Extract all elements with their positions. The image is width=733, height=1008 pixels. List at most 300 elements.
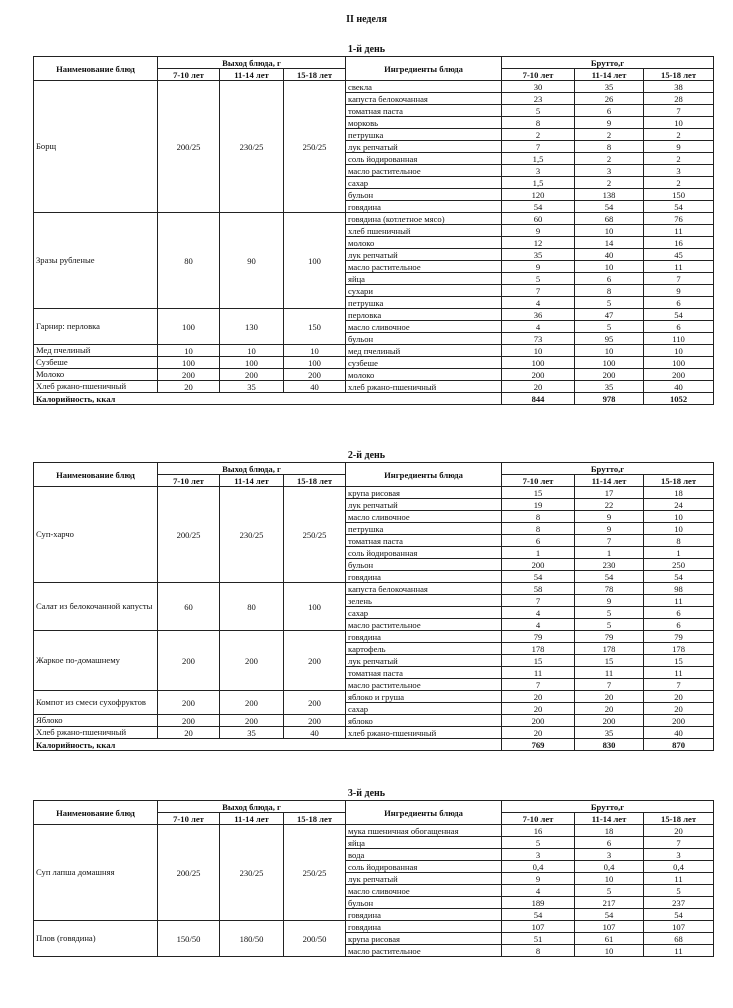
gross-value: 9: [502, 225, 575, 237]
dish-yield: 100: [158, 357, 220, 369]
gross-value: 79: [644, 631, 714, 643]
ingredient-row: [34, 727, 714, 739]
calories-row: [34, 393, 714, 405]
day-menu-table: [33, 56, 714, 405]
gross-value: 3: [575, 849, 644, 861]
dish-yield: 80: [158, 213, 220, 309]
dish-yield: 180/50: [220, 921, 284, 957]
ingredient-name: говядина: [346, 921, 502, 933]
ingredient-name: петрушка: [346, 129, 502, 141]
gross-value: 6: [644, 619, 714, 631]
calories-row: [34, 739, 714, 751]
gross-value: 15: [644, 655, 714, 667]
gross-value: 2: [644, 153, 714, 165]
gross-value: 35: [575, 381, 644, 393]
gross-value: 3: [575, 165, 644, 177]
gross-value: 35: [502, 249, 575, 261]
gross-value: 20: [502, 691, 575, 703]
calories-value: 769: [502, 739, 575, 751]
gross-value: 4: [502, 297, 575, 309]
dish-yield: 200: [220, 631, 284, 691]
ingredient-name: масло растительное: [346, 945, 502, 957]
gross-value: 3: [502, 849, 575, 861]
gross-value: 7: [502, 141, 575, 153]
ingredient-row: [34, 715, 714, 727]
gross-value: 200: [502, 369, 575, 381]
ingredient-name: сахар: [346, 177, 502, 189]
ingredient-name: томатная паста: [346, 535, 502, 547]
gross-value: 3: [644, 849, 714, 861]
dish-yield: 90: [220, 213, 284, 309]
dish-yield: 40: [284, 727, 346, 739]
gross-value: 100: [502, 357, 575, 369]
gross-header: Брутто,г: [502, 57, 714, 69]
day-menu-table: [33, 462, 714, 751]
gross-value: 35: [575, 81, 644, 93]
ingredient-name: перловка: [346, 309, 502, 321]
gross-value: 2: [644, 177, 714, 189]
ingredients-header: Ингредиенты блюда: [346, 57, 502, 81]
ingredient-row: [34, 357, 714, 369]
ingredients-header: Ингредиенты блюда: [346, 801, 502, 825]
age-group-header: 15-18 лет: [644, 475, 714, 487]
gross-value: 6: [575, 105, 644, 117]
gross-value: 178: [502, 643, 575, 655]
gross-value: 2: [575, 177, 644, 189]
gross-value: 16: [502, 825, 575, 837]
dish-name: Хлеб ржано-пшеничный: [34, 381, 158, 393]
gross-value: 12: [502, 237, 575, 249]
gross-value: 11: [644, 873, 714, 885]
dish-yield: 20: [158, 381, 220, 393]
ingredient-name: соль йодированная: [346, 547, 502, 559]
ingredient-name: масло растительное: [346, 619, 502, 631]
ingredient-name: крупа рисовая: [346, 487, 502, 499]
age-group-header: 11-14 лет: [220, 69, 284, 81]
gross-value: 6: [575, 837, 644, 849]
dish-name: Гарнир: перловка: [34, 309, 158, 345]
gross-value: 54: [644, 309, 714, 321]
dish-yield: 230/25: [220, 81, 284, 213]
ingredient-name: хлеб ржано-пшеничный: [346, 381, 502, 393]
gross-value: 5: [502, 105, 575, 117]
ingredient-name: говядина: [346, 201, 502, 213]
gross-value: 9: [575, 117, 644, 129]
gross-value: 5: [575, 619, 644, 631]
gross-value: 20: [502, 703, 575, 715]
day-title: 1-й день: [347, 44, 386, 55]
gross-value: 26: [575, 93, 644, 105]
gross-value: 47: [575, 309, 644, 321]
ingredient-name: капуста белокочанная: [346, 93, 502, 105]
gross-value: 7: [502, 285, 575, 297]
ingredient-name: бульон: [346, 189, 502, 201]
ingredient-name: зелень: [346, 595, 502, 607]
dish-header: Наименование блюд: [34, 463, 158, 487]
calories-label: Калорийность, ккал: [34, 739, 502, 751]
dish-yield: 100: [284, 213, 346, 309]
gross-value: 98: [644, 583, 714, 595]
gross-value: 8: [502, 945, 575, 957]
age-group-header: 15-18 лет: [284, 475, 346, 487]
gross-value: 230: [575, 559, 644, 571]
dish-yield: 10: [220, 345, 284, 357]
gross-value: 54: [644, 909, 714, 921]
dish-yield: 35: [220, 727, 284, 739]
dish-yield: 230/25: [220, 825, 284, 921]
dish-name: Сузбеше: [34, 357, 158, 369]
gross-value: 22: [575, 499, 644, 511]
ingredient-name: говядина: [346, 571, 502, 583]
gross-value: 28: [644, 93, 714, 105]
ingredient-name: крупа рисовая: [346, 933, 502, 945]
gross-value: 10: [575, 873, 644, 885]
gross-value: 10: [575, 261, 644, 273]
ingredient-name: томатная паста: [346, 667, 502, 679]
dish-yield: 100: [284, 583, 346, 631]
gross-value: 20: [502, 727, 575, 739]
yield-header: Выход блюда, г: [158, 801, 346, 813]
ingredient-name: говядина: [346, 909, 502, 921]
gross-value: 178: [644, 643, 714, 655]
gross-value: 10: [502, 345, 575, 357]
age-group-header: 15-18 лет: [284, 69, 346, 81]
ingredient-name: вода: [346, 849, 502, 861]
dish-yield: 100: [284, 357, 346, 369]
header-row: [34, 463, 714, 475]
ingredient-name: сухари: [346, 285, 502, 297]
ingredient-name: соль йодированная: [346, 861, 502, 873]
dish-yield: 130: [220, 309, 284, 345]
age-group-header: 11-14 лет: [575, 69, 644, 81]
gross-value: 10: [575, 345, 644, 357]
gross-value: 10: [575, 945, 644, 957]
gross-value: 110: [644, 333, 714, 345]
ingredient-name: мука пшеничная обогащенная: [346, 825, 502, 837]
gross-value: 95: [575, 333, 644, 345]
gross-value: 0,4: [502, 861, 575, 873]
gross-value: 1: [644, 547, 714, 559]
dish-yield: 100: [158, 309, 220, 345]
gross-value: 178: [575, 643, 644, 655]
gross-value: 8: [502, 511, 575, 523]
dish-yield: 10: [284, 345, 346, 357]
gross-header: Брутто,г: [502, 801, 714, 813]
gross-value: 8: [575, 141, 644, 153]
gross-value: 107: [644, 921, 714, 933]
gross-value: 15: [575, 655, 644, 667]
gross-value: 60: [502, 213, 575, 225]
gross-value: 8: [644, 535, 714, 547]
ingredient-row: [34, 921, 714, 933]
ingredient-row: [34, 691, 714, 703]
day-menu-table: [33, 800, 714, 957]
gross-value: 7: [644, 837, 714, 849]
dish-yield: 20: [158, 727, 220, 739]
age-group-header: 7-10 лет: [158, 475, 220, 487]
gross-value: 10: [644, 345, 714, 357]
gross-value: 120: [502, 189, 575, 201]
gross-value: 7: [644, 679, 714, 691]
gross-value: 54: [644, 201, 714, 213]
gross-value: 35: [575, 727, 644, 739]
dish-yield: 200: [220, 691, 284, 715]
gross-value: 54: [575, 909, 644, 921]
ingredient-name: масло сливочное: [346, 321, 502, 333]
dish-yield: 200/50: [284, 921, 346, 957]
gross-value: 0,4: [644, 861, 714, 873]
gross-value: 19: [502, 499, 575, 511]
gross-value: 100: [644, 357, 714, 369]
ingredient-name: говядина (котлетное мясо): [346, 213, 502, 225]
gross-value: 20: [644, 691, 714, 703]
age-group-header: 11-14 лет: [575, 813, 644, 825]
age-group-header: 15-18 лет: [644, 813, 714, 825]
gross-value: 20: [644, 703, 714, 715]
gross-value: 11: [502, 667, 575, 679]
gross-value: 68: [644, 933, 714, 945]
gross-value: 54: [575, 571, 644, 583]
gross-value: 1,5: [502, 177, 575, 189]
ingredient-row: [34, 487, 714, 499]
gross-value: 9: [502, 261, 575, 273]
age-group-header: 15-18 лет: [284, 813, 346, 825]
age-group-header: 7-10 лет: [502, 813, 575, 825]
gross-value: 150: [644, 189, 714, 201]
header-row: [34, 57, 714, 69]
age-group-header: 15-18 лет: [644, 69, 714, 81]
gross-value: 9: [575, 511, 644, 523]
ingredient-name: капуста белокочанная: [346, 583, 502, 595]
ingredient-name: масло сливочное: [346, 511, 502, 523]
ingredient-name: мед пчелиный: [346, 345, 502, 357]
gross-value: 3: [644, 165, 714, 177]
gross-value: 18: [575, 825, 644, 837]
dish-yield: 200: [284, 715, 346, 727]
ingredient-name: картофель: [346, 643, 502, 655]
gross-header: Брутто,г: [502, 463, 714, 475]
dish-name: Жаркое по-домашнему: [34, 631, 158, 691]
ingredient-name: бульон: [346, 559, 502, 571]
week-title: II неделя: [346, 14, 387, 25]
dish-name: Суп лапша домашняя: [34, 825, 158, 921]
gross-value: 107: [575, 921, 644, 933]
ingredient-name: сахар: [346, 607, 502, 619]
day-title: 2-й день: [347, 450, 386, 461]
gross-value: 11: [644, 261, 714, 273]
dish-name: Зразы рубленые: [34, 213, 158, 309]
gross-value: 40: [644, 381, 714, 393]
ingredient-row: [34, 309, 714, 321]
dish-yield: 150/50: [158, 921, 220, 957]
dish-yield: 200: [158, 715, 220, 727]
ingredient-name: лук репчатый: [346, 873, 502, 885]
gross-value: 5: [575, 885, 644, 897]
gross-value: 200: [502, 559, 575, 571]
ingredient-name: лук репчатый: [346, 249, 502, 261]
dish-yield: 200/25: [158, 487, 220, 583]
gross-value: 0,4: [575, 861, 644, 873]
gross-value: 16: [644, 237, 714, 249]
gross-value: 10: [644, 117, 714, 129]
ingredient-row: [34, 345, 714, 357]
dish-yield: 200: [158, 631, 220, 691]
dish-yield: 80: [220, 583, 284, 631]
ingredient-name: бульон: [346, 333, 502, 345]
gross-value: 9: [575, 523, 644, 535]
dish-yield: 200: [220, 369, 284, 381]
gross-value: 61: [575, 933, 644, 945]
gross-value: 5: [502, 273, 575, 285]
ingredient-row: [34, 583, 714, 595]
ingredient-name: томатная паста: [346, 105, 502, 117]
gross-value: 2: [502, 129, 575, 141]
gross-value: 1: [502, 547, 575, 559]
gross-value: 30: [502, 81, 575, 93]
dish-yield: 250/25: [284, 825, 346, 921]
gross-value: 2: [644, 129, 714, 141]
ingredient-name: яйца: [346, 837, 502, 849]
ingredient-name: морковь: [346, 117, 502, 129]
calories-label: Калорийность, ккал: [34, 393, 502, 405]
calories-value: 978: [575, 393, 644, 405]
dish-name: Борщ: [34, 81, 158, 213]
gross-value: 6: [644, 297, 714, 309]
dish-yield: 35: [220, 381, 284, 393]
gross-value: 9: [575, 595, 644, 607]
age-group-header: 7-10 лет: [158, 69, 220, 81]
ingredient-row: [34, 81, 714, 93]
gross-value: 15: [502, 655, 575, 667]
gross-value: 6: [502, 535, 575, 547]
gross-value: 8: [502, 117, 575, 129]
dish-name: Яблоко: [34, 715, 158, 727]
dish-yield: 200/25: [158, 81, 220, 213]
gross-value: 6: [575, 273, 644, 285]
gross-value: 79: [575, 631, 644, 643]
yield-header: Выход блюда, г: [158, 57, 346, 69]
gross-value: 40: [644, 727, 714, 739]
gross-value: 11: [644, 225, 714, 237]
gross-value: 45: [644, 249, 714, 261]
gross-value: 58: [502, 583, 575, 595]
gross-value: 73: [502, 333, 575, 345]
gross-value: 250: [644, 559, 714, 571]
age-group-header: 7-10 лет: [502, 69, 575, 81]
gross-value: 54: [644, 571, 714, 583]
gross-value: 217: [575, 897, 644, 909]
ingredient-name: молоко: [346, 237, 502, 249]
dish-name: Мед пчелиный: [34, 345, 158, 357]
gross-value: 5: [575, 321, 644, 333]
gross-value: 54: [502, 571, 575, 583]
gross-value: 68: [575, 213, 644, 225]
ingredient-row: [34, 631, 714, 643]
gross-value: 11: [644, 945, 714, 957]
dish-yield: 200: [158, 691, 220, 715]
gross-value: 9: [644, 285, 714, 297]
gross-value: 11: [575, 667, 644, 679]
gross-value: 79: [502, 631, 575, 643]
gross-value: 51: [502, 933, 575, 945]
calories-value: 1052: [644, 393, 714, 405]
ingredient-name: соль йодированная: [346, 153, 502, 165]
gross-value: 38: [644, 81, 714, 93]
gross-value: 1: [575, 547, 644, 559]
ingredient-name: молоко: [346, 369, 502, 381]
gross-value: 189: [502, 897, 575, 909]
dish-yield: 40: [284, 381, 346, 393]
gross-value: 7: [502, 595, 575, 607]
dish-yield: 200: [284, 691, 346, 715]
dish-yield: 200: [284, 369, 346, 381]
age-group-header: 11-14 лет: [575, 475, 644, 487]
gross-value: 7: [575, 679, 644, 691]
ingredient-name: бульон: [346, 897, 502, 909]
gross-value: 200: [644, 369, 714, 381]
gross-value: 54: [575, 201, 644, 213]
ingredient-name: сузбеше: [346, 357, 502, 369]
gross-value: 3: [502, 165, 575, 177]
dish-name: Молоко: [34, 369, 158, 381]
gross-value: 9: [644, 141, 714, 153]
gross-value: 18: [644, 487, 714, 499]
gross-value: 100: [575, 357, 644, 369]
dish-yield: 100: [220, 357, 284, 369]
gross-value: 4: [502, 885, 575, 897]
gross-value: 40: [575, 249, 644, 261]
gross-value: 6: [644, 321, 714, 333]
gross-value: 200: [644, 715, 714, 727]
calories-value: 844: [502, 393, 575, 405]
gross-value: 5: [644, 885, 714, 897]
dish-yield: 200: [220, 715, 284, 727]
age-group-header: 11-14 лет: [220, 813, 284, 825]
gross-value: 200: [575, 369, 644, 381]
age-group-header: 7-10 лет: [158, 813, 220, 825]
ingredient-name: масло сливочное: [346, 885, 502, 897]
gross-value: 23: [502, 93, 575, 105]
gross-value: 138: [575, 189, 644, 201]
gross-value: 76: [644, 213, 714, 225]
dish-yield: 200: [158, 369, 220, 381]
ingredient-name: масло растительное: [346, 165, 502, 177]
gross-value: 14: [575, 237, 644, 249]
ingredient-name: лук репчатый: [346, 141, 502, 153]
gross-value: 36: [502, 309, 575, 321]
calories-value: 870: [644, 739, 714, 751]
gross-value: 10: [644, 511, 714, 523]
dish-header: Наименование блюд: [34, 801, 158, 825]
gross-value: 20: [502, 381, 575, 393]
ingredient-row: [34, 369, 714, 381]
dish-yield: 60: [158, 583, 220, 631]
ingredient-name: яблоко и груша: [346, 691, 502, 703]
ingredient-name: лук репчатый: [346, 655, 502, 667]
gross-value: 17: [575, 487, 644, 499]
gross-value: 15: [502, 487, 575, 499]
ingredient-name: лук репчатый: [346, 499, 502, 511]
gross-value: 200: [502, 715, 575, 727]
gross-value: 24: [644, 499, 714, 511]
dish-yield: 10: [158, 345, 220, 357]
gross-value: 7: [644, 105, 714, 117]
dish-yield: 200/25: [158, 825, 220, 921]
dish-yield: 250/25: [284, 487, 346, 583]
dish-name: Плов (говядина): [34, 921, 158, 957]
calories-value: 830: [575, 739, 644, 751]
dish-yield: 250/25: [284, 81, 346, 213]
